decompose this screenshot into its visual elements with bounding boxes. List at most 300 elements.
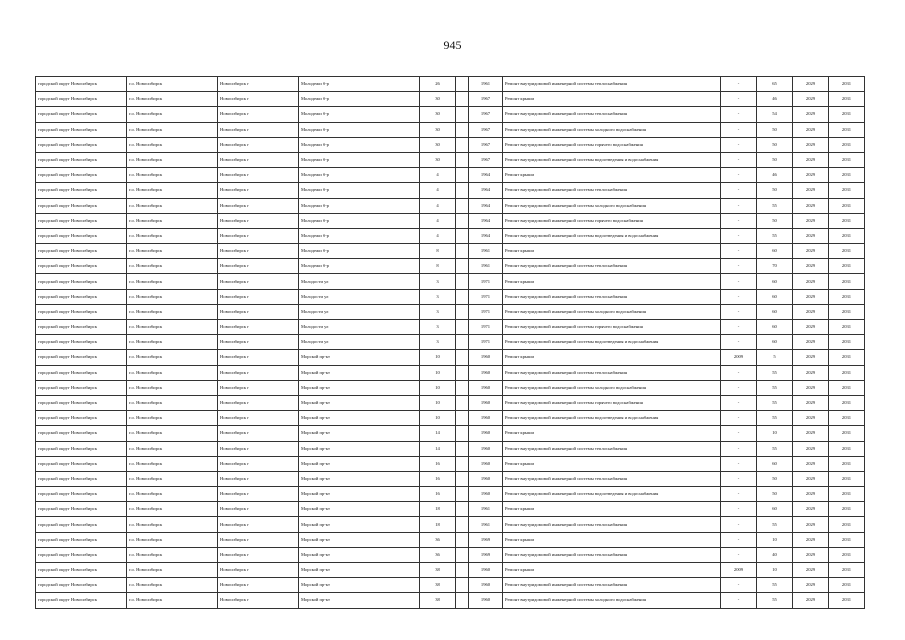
building-cell [456, 532, 469, 547]
district-cell: городской округ Новосибирск [36, 320, 127, 335]
locality-cell: Новосибирск г [218, 168, 299, 183]
street-cell: Морской пр-кт [299, 487, 420, 502]
end-year-cell: 2031 [829, 107, 865, 122]
building-cell [456, 244, 469, 259]
work-type-cell: Ремонт внутридомовой инженерной системы водоотведения и водоснабжения [503, 228, 721, 243]
wear-percent-cell: 50 [757, 152, 793, 167]
house-number-cell: 3 [420, 320, 456, 335]
work-type-cell: Ремонт внутридомовой инженерной системы холодного водоснабжения [503, 304, 721, 319]
wear-percent-cell: 55 [757, 411, 793, 426]
wear-percent-cell: 65 [757, 77, 793, 92]
last-repair-year-cell: - [721, 593, 757, 608]
wear-percent-cell: 50 [757, 122, 793, 137]
street-cell: Морской пр-кт [299, 502, 420, 517]
house-number-cell: 38 [420, 578, 456, 593]
build-year-cell: 1969 [469, 547, 503, 562]
wear-percent-cell: 55 [757, 380, 793, 395]
last-repair-year-cell: - [721, 365, 757, 380]
start-year-cell: 2029 [793, 259, 829, 274]
end-year-cell: 2031 [829, 137, 865, 152]
table-body [36, 77, 865, 609]
end-year-cell: 2031 [829, 547, 865, 562]
locality-cell: Новосибирск г [218, 77, 299, 92]
work-type-cell: Ремонт внутридомовой инженерной системы холодного водоснабжения [503, 593, 721, 608]
street-cell: Молодежи б-р [299, 213, 420, 228]
table-row [36, 122, 865, 137]
last-repair-year-cell: - [721, 259, 757, 274]
municipality-cell: г.о. Новосибирск [127, 547, 218, 562]
building-cell [456, 380, 469, 395]
district-cell: городской округ Новосибирск [36, 365, 127, 380]
build-year-cell: 1961 [469, 77, 503, 92]
building-cell [456, 471, 469, 486]
locality-cell: Новосибирск г [218, 578, 299, 593]
start-year-cell: 2029 [793, 502, 829, 517]
work-type-cell: Ремонт внутридомовой инженерной системы горячего водоснабжения [503, 137, 721, 152]
locality-cell: Новосибирск г [218, 365, 299, 380]
district-cell: городской округ Новосибирск [36, 304, 127, 319]
locality-cell: Новосибирск г [218, 152, 299, 167]
house-number-cell: 10 [420, 380, 456, 395]
end-year-cell: 2031 [829, 517, 865, 532]
locality-cell: Новосибирск г [218, 335, 299, 350]
wear-percent-cell: 60 [757, 456, 793, 471]
build-year-cell: 1960 [469, 563, 503, 578]
table-row [36, 547, 865, 562]
municipality-cell: г.о. Новосибирск [127, 92, 218, 107]
district-cell: городской округ Новосибирск [36, 335, 127, 350]
table-row [36, 92, 865, 107]
wear-percent-cell: 60 [757, 320, 793, 335]
build-year-cell: 1964 [469, 168, 503, 183]
build-year-cell: 1967 [469, 92, 503, 107]
work-type-cell: Ремонт внутридомовой инженерной системы теплоснабжения [503, 471, 721, 486]
building-cell [456, 213, 469, 228]
building-cell [456, 228, 469, 243]
municipality-cell: г.о. Новосибирск [127, 471, 218, 486]
start-year-cell: 2029 [793, 228, 829, 243]
house-number-cell: 10 [420, 365, 456, 380]
table-row [36, 502, 865, 517]
end-year-cell: 2031 [829, 411, 865, 426]
last-repair-year-cell: - [721, 411, 757, 426]
last-repair-year-cell: - [721, 320, 757, 335]
work-type-cell: Ремонт крыши [503, 563, 721, 578]
build-year-cell: 1960 [469, 471, 503, 486]
municipality-cell: г.о. Новосибирск [127, 456, 218, 471]
building-cell [456, 517, 469, 532]
work-type-cell: Ремонт внутридомовой инженерной системы горячего водоснабжения [503, 395, 721, 410]
work-type-cell: Ремонт крыши [503, 350, 721, 365]
house-number-cell: 26 [420, 77, 456, 92]
building-cell [456, 152, 469, 167]
municipality-cell: г.о. Новосибирск [127, 441, 218, 456]
last-repair-year-cell: - [721, 289, 757, 304]
house-number-cell: 38 [420, 563, 456, 578]
table-row [36, 213, 865, 228]
building-cell [456, 122, 469, 137]
house-number-cell: 4 [420, 228, 456, 243]
building-cell [456, 92, 469, 107]
work-type-cell: Ремонт внутридомовой инженерной системы теплоснабжения [503, 365, 721, 380]
table-row [36, 456, 865, 471]
build-year-cell: 1960 [469, 411, 503, 426]
locality-cell: Новосибирск г [218, 107, 299, 122]
wear-percent-cell: 50 [757, 137, 793, 152]
start-year-cell: 2029 [793, 320, 829, 335]
end-year-cell: 2031 [829, 92, 865, 107]
house-number-cell: 3 [420, 289, 456, 304]
house-number-cell: 14 [420, 426, 456, 441]
locality-cell: Новосибирск г [218, 122, 299, 137]
district-cell: городской округ Новосибирск [36, 502, 127, 517]
last-repair-year-cell: - [721, 517, 757, 532]
house-number-cell: 16 [420, 471, 456, 486]
municipality-cell: г.о. Новосибирск [127, 228, 218, 243]
wear-percent-cell: 55 [757, 365, 793, 380]
district-cell: городской округ Новосибирск [36, 441, 127, 456]
work-type-cell: Ремонт внутридомовой инженерной системы теплоснабжения [503, 259, 721, 274]
municipality-cell: г.о. Новосибирск [127, 152, 218, 167]
start-year-cell: 2029 [793, 350, 829, 365]
street-cell: Морской пр-кт [299, 365, 420, 380]
wear-percent-cell: 50 [757, 183, 793, 198]
last-repair-year-cell: - [721, 183, 757, 198]
district-cell: городской округ Новосибирск [36, 213, 127, 228]
build-year-cell: 1960 [469, 593, 503, 608]
end-year-cell: 2031 [829, 259, 865, 274]
building-cell [456, 563, 469, 578]
start-year-cell: 2029 [793, 593, 829, 608]
end-year-cell: 2031 [829, 593, 865, 608]
end-year-cell: 2031 [829, 563, 865, 578]
wear-percent-cell: 50 [757, 471, 793, 486]
district-cell: городской округ Новосибирск [36, 137, 127, 152]
district-cell: городской округ Новосибирск [36, 350, 127, 365]
build-year-cell: 1971 [469, 289, 503, 304]
wear-percent-cell: 46 [757, 92, 793, 107]
last-repair-year-cell: - [721, 304, 757, 319]
last-repair-year-cell: - [721, 107, 757, 122]
table-row [36, 335, 865, 350]
table-row [36, 426, 865, 441]
locality-cell: Новосибирск г [218, 547, 299, 562]
start-year-cell: 2029 [793, 77, 829, 92]
street-cell: Морской пр-кт [299, 563, 420, 578]
district-cell: городской округ Новосибирск [36, 411, 127, 426]
table-row [36, 289, 865, 304]
table-row [36, 274, 865, 289]
table-row [36, 563, 865, 578]
district-cell: городской округ Новосибирск [36, 244, 127, 259]
wear-percent-cell: 55 [757, 395, 793, 410]
last-repair-year-cell: - [721, 532, 757, 547]
start-year-cell: 2029 [793, 122, 829, 137]
locality-cell: Новосибирск г [218, 411, 299, 426]
end-year-cell: 2031 [829, 244, 865, 259]
end-year-cell: 2031 [829, 532, 865, 547]
start-year-cell: 2029 [793, 578, 829, 593]
district-cell: городской округ Новосибирск [36, 274, 127, 289]
wear-percent-cell: 60 [757, 502, 793, 517]
locality-cell: Новосибирск г [218, 350, 299, 365]
building-cell [456, 426, 469, 441]
locality-cell: Новосибирск г [218, 228, 299, 243]
wear-percent-cell: 50 [757, 213, 793, 228]
build-year-cell: 1964 [469, 198, 503, 213]
build-year-cell: 1960 [469, 487, 503, 502]
start-year-cell: 2029 [793, 380, 829, 395]
wear-percent-cell: 5 [757, 350, 793, 365]
building-cell [456, 395, 469, 410]
table-row [36, 107, 865, 122]
locality-cell: Новосибирск г [218, 395, 299, 410]
last-repair-year-cell: - [721, 487, 757, 502]
work-type-cell: Ремонт внутридомовой инженерной системы теплоснабжения [503, 517, 721, 532]
work-type-cell: Ремонт внутридомовой инженерной системы теплоснабжения [503, 77, 721, 92]
house-number-cell: 4 [420, 168, 456, 183]
start-year-cell: 2029 [793, 365, 829, 380]
end-year-cell: 2031 [829, 320, 865, 335]
table-row [36, 441, 865, 456]
start-year-cell: 2029 [793, 487, 829, 502]
street-cell: Морской пр-кт [299, 471, 420, 486]
street-cell: Молодежи б-р [299, 137, 420, 152]
last-repair-year-cell: - [721, 380, 757, 395]
district-cell: городской округ Новосибирск [36, 122, 127, 137]
street-cell: Молодежи б-р [299, 259, 420, 274]
work-type-cell: Ремонт внутридомовой инженерной системы теплоснабжения [503, 289, 721, 304]
house-number-cell: 14 [420, 441, 456, 456]
locality-cell: Новосибирск г [218, 304, 299, 319]
street-cell: Морской пр-кт [299, 593, 420, 608]
build-year-cell: 1964 [469, 183, 503, 198]
build-year-cell: 1960 [469, 380, 503, 395]
work-type-cell: Ремонт внутридомовой инженерной системы водоотведения и водоснабжения [503, 411, 721, 426]
municipality-cell: г.о. Новосибирск [127, 350, 218, 365]
house-number-cell: 38 [420, 593, 456, 608]
locality-cell: Новосибирск г [218, 563, 299, 578]
house-number-cell: 4 [420, 213, 456, 228]
work-type-cell: Ремонт крыши [503, 532, 721, 547]
locality-cell: Новосибирск г [218, 487, 299, 502]
end-year-cell: 2031 [829, 441, 865, 456]
building-cell [456, 183, 469, 198]
building-cell [456, 320, 469, 335]
start-year-cell: 2029 [793, 244, 829, 259]
start-year-cell: 2029 [793, 335, 829, 350]
district-cell: городской округ Новосибирск [36, 547, 127, 562]
end-year-cell: 2031 [829, 487, 865, 502]
municipality-cell: г.о. Новосибирск [127, 578, 218, 593]
wear-percent-cell: 60 [757, 335, 793, 350]
district-cell: городской округ Новосибирск [36, 289, 127, 304]
building-cell [456, 335, 469, 350]
last-repair-year-cell: - [721, 274, 757, 289]
district-cell: городской округ Новосибирск [36, 395, 127, 410]
build-year-cell: 1960 [469, 426, 503, 441]
district-cell: городской округ Новосибирск [36, 152, 127, 167]
build-year-cell: 1971 [469, 304, 503, 319]
house-number-cell: 16 [420, 487, 456, 502]
last-repair-year-cell: 2009 [721, 350, 757, 365]
house-number-cell: 30 [420, 92, 456, 107]
municipality-cell: г.о. Новосибирск [127, 259, 218, 274]
start-year-cell: 2029 [793, 274, 829, 289]
start-year-cell: 2029 [793, 411, 829, 426]
table-row [36, 365, 865, 380]
building-cell [456, 289, 469, 304]
locality-cell: Новосибирск г [218, 274, 299, 289]
end-year-cell: 2031 [829, 122, 865, 137]
work-type-cell: Ремонт внутридомовой инженерной системы горячего водоснабжения [503, 320, 721, 335]
locality-cell: Новосибирск г [218, 244, 299, 259]
street-cell: Морской пр-кт [299, 456, 420, 471]
house-number-cell: 8 [420, 259, 456, 274]
work-type-cell: Ремонт внутридомовой инженерной системы теплоснабжения [503, 107, 721, 122]
last-repair-year-cell: - [721, 502, 757, 517]
end-year-cell: 2031 [829, 456, 865, 471]
build-year-cell: 1969 [469, 532, 503, 547]
street-cell: Молодежи б-р [299, 244, 420, 259]
table-row [36, 244, 865, 259]
building-cell [456, 593, 469, 608]
work-type-cell: Ремонт внутридомовой инженерной системы теплоснабжения [503, 547, 721, 562]
wear-percent-cell: 55 [757, 441, 793, 456]
street-cell: Морской пр-кт [299, 441, 420, 456]
locality-cell: Новосибирск г [218, 289, 299, 304]
district-cell: городской округ Новосибирск [36, 532, 127, 547]
end-year-cell: 2031 [829, 168, 865, 183]
municipality-cell: г.о. Новосибирск [127, 168, 218, 183]
start-year-cell: 2029 [793, 395, 829, 410]
locality-cell: Новосибирск г [218, 320, 299, 335]
end-year-cell: 2031 [829, 365, 865, 380]
house-number-cell: 18 [420, 502, 456, 517]
building-cell [456, 487, 469, 502]
house-number-cell: 10 [420, 350, 456, 365]
building-cell [456, 168, 469, 183]
build-year-cell: 1961 [469, 502, 503, 517]
last-repair-year-cell: - [721, 137, 757, 152]
municipality-cell: г.о. Новосибирск [127, 395, 218, 410]
build-year-cell: 1961 [469, 517, 503, 532]
start-year-cell: 2029 [793, 168, 829, 183]
house-number-cell: 36 [420, 547, 456, 562]
table-row [36, 380, 865, 395]
end-year-cell: 2031 [829, 335, 865, 350]
house-number-cell: 3 [420, 335, 456, 350]
street-cell: Морской пр-кт [299, 578, 420, 593]
last-repair-year-cell: - [721, 92, 757, 107]
house-number-cell: 10 [420, 395, 456, 410]
last-repair-year-cell: - [721, 228, 757, 243]
start-year-cell: 2029 [793, 563, 829, 578]
work-type-cell: Ремонт внутридомовой инженерной системы холодного водоснабжения [503, 380, 721, 395]
start-year-cell: 2029 [793, 213, 829, 228]
district-cell: городской округ Новосибирск [36, 487, 127, 502]
start-year-cell: 2029 [793, 304, 829, 319]
street-cell: Молодости ул [299, 335, 420, 350]
build-year-cell: 1967 [469, 122, 503, 137]
building-cell [456, 107, 469, 122]
end-year-cell: 2031 [829, 502, 865, 517]
locality-cell: Новосибирск г [218, 502, 299, 517]
table-row [36, 487, 865, 502]
street-cell: Молодежи б-р [299, 107, 420, 122]
house-number-cell: 4 [420, 198, 456, 213]
house-number-cell: 30 [420, 122, 456, 137]
start-year-cell: 2029 [793, 517, 829, 532]
start-year-cell: 2029 [793, 183, 829, 198]
build-year-cell: 1961 [469, 259, 503, 274]
wear-percent-cell: 55 [757, 228, 793, 243]
start-year-cell: 2029 [793, 198, 829, 213]
municipality-cell: г.о. Новосибирск [127, 517, 218, 532]
street-cell: Морской пр-кт [299, 426, 420, 441]
last-repair-year-cell: - [721, 122, 757, 137]
last-repair-year-cell: - [721, 168, 757, 183]
street-cell: Молодежи б-р [299, 228, 420, 243]
work-type-cell: Ремонт внутридомовой инженерной системы водоотведения и водоснабжения [503, 335, 721, 350]
street-cell: Молодежи б-р [299, 152, 420, 167]
municipality-cell: г.о. Новосибирск [127, 122, 218, 137]
wear-percent-cell: 55 [757, 517, 793, 532]
municipality-cell: г.о. Новосибирск [127, 593, 218, 608]
house-number-cell: 30 [420, 137, 456, 152]
build-year-cell: 1967 [469, 152, 503, 167]
street-cell: Морской пр-кт [299, 411, 420, 426]
municipality-cell: г.о. Новосибирск [127, 213, 218, 228]
build-year-cell: 1960 [469, 395, 503, 410]
start-year-cell: 2029 [793, 289, 829, 304]
building-cell [456, 578, 469, 593]
end-year-cell: 2031 [829, 228, 865, 243]
district-cell: городской округ Новосибирск [36, 107, 127, 122]
street-cell: Молодежи б-р [299, 92, 420, 107]
end-year-cell: 2031 [829, 395, 865, 410]
wear-percent-cell: 54 [757, 107, 793, 122]
table-row [36, 578, 865, 593]
district-cell: городской округ Новосибирск [36, 228, 127, 243]
district-cell: городской округ Новосибирск [36, 593, 127, 608]
building-cell [456, 547, 469, 562]
wear-percent-cell: 50 [757, 487, 793, 502]
table-row [36, 259, 865, 274]
street-cell: Молодости ул [299, 289, 420, 304]
table-row [36, 471, 865, 486]
house-number-cell: 18 [420, 517, 456, 532]
locality-cell: Новосибирск г [218, 380, 299, 395]
work-type-cell: Ремонт внутридомовой инженерной системы холодного водоснабжения [503, 198, 721, 213]
district-cell: городской округ Новосибирск [36, 563, 127, 578]
municipality-cell: г.о. Новосибирск [127, 380, 218, 395]
wear-percent-cell: 10 [757, 426, 793, 441]
work-type-cell: Ремонт внутридомовой инженерной системы теплоснабжения [503, 441, 721, 456]
municipality-cell: г.о. Новосибирск [127, 183, 218, 198]
table-row [36, 395, 865, 410]
table-row [36, 411, 865, 426]
last-repair-year-cell: - [721, 471, 757, 486]
start-year-cell: 2029 [793, 137, 829, 152]
building-cell [456, 274, 469, 289]
building-cell [456, 350, 469, 365]
locality-cell: Новосибирск г [218, 441, 299, 456]
build-year-cell: 1971 [469, 335, 503, 350]
street-cell: Молодежи б-р [299, 77, 420, 92]
house-number-cell: 3 [420, 304, 456, 319]
locality-cell: Новосибирск г [218, 213, 299, 228]
